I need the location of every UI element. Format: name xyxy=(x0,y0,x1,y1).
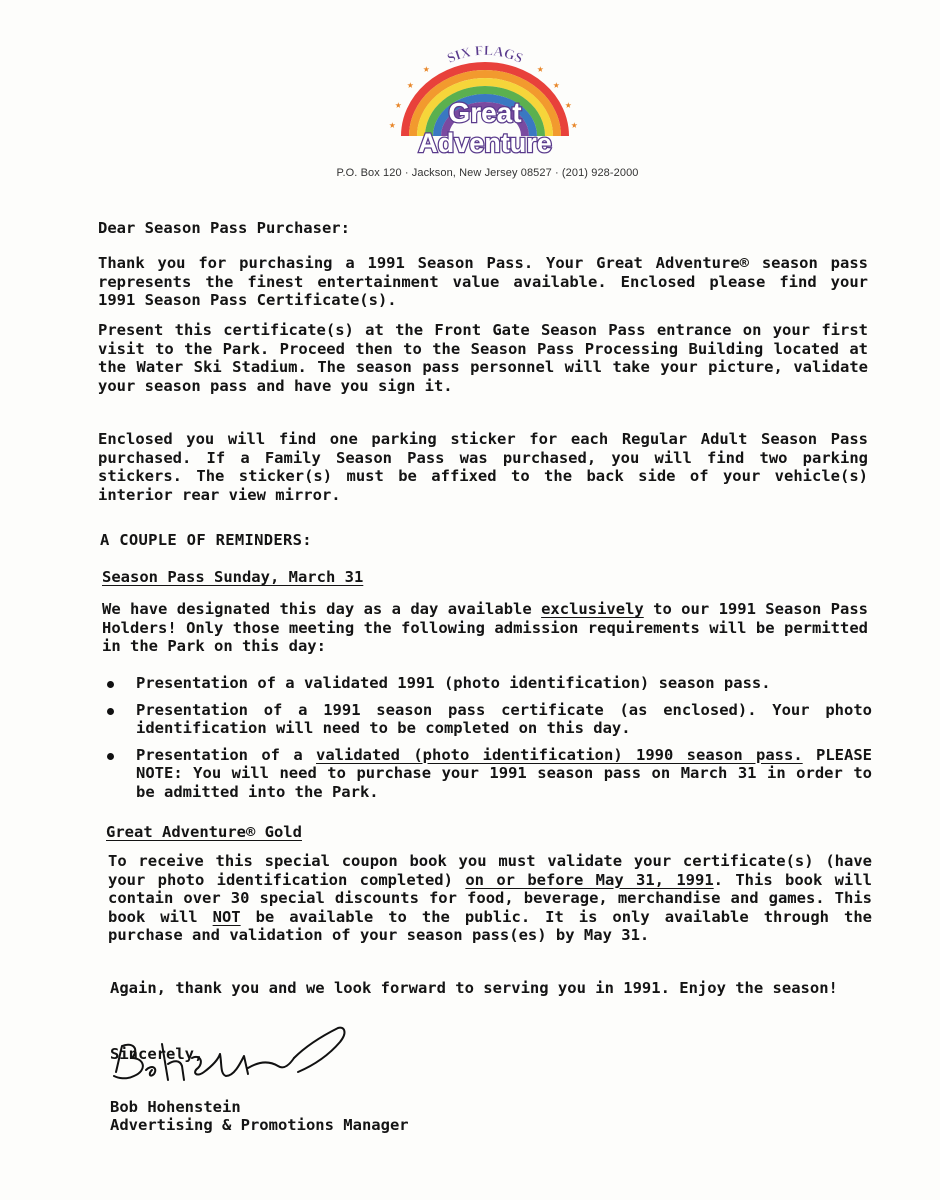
bullet-icon xyxy=(107,708,114,715)
coupon-text-c: be available to the public. It is only available through the purchase and validation of your season pass(es) by May 31. xyxy=(108,907,872,944)
svg-text:★: ★ xyxy=(407,78,414,91)
letterhead-address: P.O. Box 120 · Jackson, New Jersey 08527 · (201) 928-2000 xyxy=(336,167,639,179)
svg-text:★: ★ xyxy=(571,118,578,131)
handwritten-signature xyxy=(108,1024,358,1104)
svg-text:★: ★ xyxy=(423,62,430,75)
coupon-not-emphasis: NOT xyxy=(212,907,241,926)
exclusively-emphasis: exclusively xyxy=(541,600,644,618)
list-item xyxy=(102,746,872,802)
section-heading-gold: Great Adventure® Gold xyxy=(106,823,302,841)
list-item xyxy=(102,674,872,693)
paragraph-closing: Again, thank you and we look forward to serving you in 1991. Enjoy the season! xyxy=(110,979,838,997)
coupon-deadline: on or before May 31, 1991 xyxy=(465,870,714,889)
paragraph-present-certificate: Present this certificate(s) at the Front Gate Season Pass entrance on your first visit to the Park. Proceed then to the Season Pass Processing Building located at the Water Ski Stadium. The season pass personnel will take your picture, validate your season pass and have you sign it. xyxy=(98,321,868,395)
signer-name: Bob Hohenstein xyxy=(110,1098,241,1116)
requirements-list xyxy=(102,674,872,809)
sign-off: Sincerely, xyxy=(110,1045,204,1063)
designated-day-text-b: to our 1991 Season Pass Holders! Only those meeting the following admission requirements will be permitted in the Park on this day: xyxy=(102,600,868,655)
paragraph-coupon-book xyxy=(108,852,872,945)
brand-line1: Great xyxy=(448,97,522,128)
designated-day-text-a: We have designated this day as a day available xyxy=(102,600,542,618)
bullet-text-underlined: validated (photo identification) 1990 season pass. xyxy=(316,745,803,764)
section-heading-season-pass-sunday: Season Pass Sunday, March 31 xyxy=(102,568,364,586)
bullet-text: Presentation of a validated 1991 (photo identification) season pass. xyxy=(136,674,771,692)
salutation: Dear Season Pass Purchaser: xyxy=(98,219,350,237)
bullet-text-a: Presentation of a xyxy=(136,745,317,764)
reminders-heading: A COUPLE OF REMINDERS: xyxy=(100,531,312,549)
paragraph-designated-day xyxy=(102,600,868,656)
bullet-text: Presentation of a 1991 season pass certificate (as enclosed). Your photo identification will need to be completed on this day. xyxy=(136,700,872,737)
brand-top-text: SIX FLAGS xyxy=(445,43,525,67)
svg-text:★: ★ xyxy=(395,98,402,111)
svg-text:★: ★ xyxy=(565,98,572,111)
bullet-icon xyxy=(107,753,114,760)
bullet-icon xyxy=(107,681,114,688)
svg-text:★: ★ xyxy=(553,78,560,91)
svg-text:★: ★ xyxy=(537,62,544,75)
signer-title: Advertising & Promotions Manager xyxy=(110,1116,409,1134)
list-item xyxy=(102,701,872,738)
paragraph-thank-you: Thank you for purchasing a 1991 Season Pass. Your Great Adventure® season pass represents the finest entertainment value available. Enclosed please find your 1991 Season Pass Certificate(s). xyxy=(98,254,868,309)
svg-text:★: ★ xyxy=(389,118,396,131)
bullet-text-b: PLEASE NOTE: You will need to purchase your 1991 season pass on March 31 in order to be admitted into the Park. xyxy=(136,745,873,801)
coupon-text-b: . This book will contain over 30 special discounts for food, beverage, merchandise and games. This book will xyxy=(108,870,873,926)
six-flags-great-adventure-logo xyxy=(375,36,595,166)
brand-line2: Adventure xyxy=(418,128,552,158)
paragraph-parking-sticker: Enclosed you will find one parking sticker for each Regular Adult Season Pass purchased. If a Family Season Pass was purchased, you will find two parking stickers. The sticker(s) must be affixed to the back side of your vehicle(s) interior rear view mirror. xyxy=(98,430,868,504)
coupon-text-a: To receive this special coupon book you must validate your certificate(s) (have your photo identification completed) xyxy=(108,852,872,889)
